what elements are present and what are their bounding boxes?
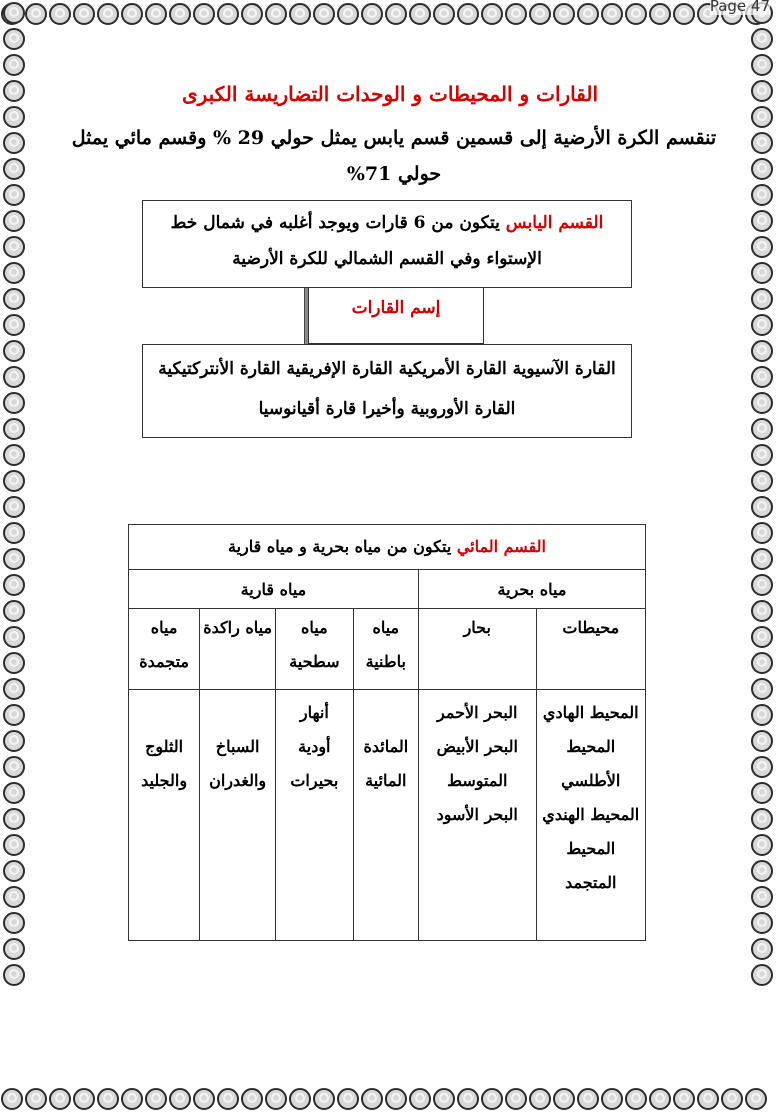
border-ring-icon (751, 80, 773, 102)
group-continental-water: مياه قارية (129, 570, 419, 609)
border-ring-icon (73, 3, 95, 25)
border-ring-icon (553, 1088, 575, 1110)
list-item: المائدة المائية (363, 737, 409, 790)
border-ring-icon (25, 3, 47, 25)
border-ring-icon (361, 3, 383, 25)
page-title: القارات و المحيطات و الوحدات التضاريسة الكبرى (181, 82, 599, 106)
border-ring-icon (3, 626, 25, 648)
border-ring-icon (3, 314, 25, 336)
border-ring-icon (751, 912, 773, 934)
border-ring-icon (751, 548, 773, 570)
border-ring-icon (3, 808, 25, 830)
list-item: السباخ (215, 737, 260, 756)
table-cell (536, 690, 645, 941)
border-ring-icon (577, 3, 599, 25)
border-ring-icon (751, 704, 773, 726)
border-ring-icon (49, 1088, 71, 1110)
list-item: أنهار (299, 703, 329, 722)
border-ring-icon (289, 1088, 311, 1110)
list-item: المحيط الهادي (542, 703, 639, 722)
table-cell (276, 690, 354, 941)
border-ring-icon (409, 1088, 431, 1110)
border-ring-icon (3, 236, 25, 258)
border-ring-icon (3, 288, 25, 310)
border-ring-icon (625, 3, 647, 25)
border-ring-icon (601, 3, 623, 25)
page-number: Page 47 (710, 0, 770, 15)
border-ring-icon (649, 1088, 671, 1110)
border-ring-icon (529, 1088, 551, 1110)
border-ring-icon (457, 3, 479, 25)
border-ring-icon (3, 782, 25, 804)
border-ring-icon (241, 1088, 263, 1110)
water-table (128, 524, 646, 941)
border-ring-icon (649, 3, 671, 25)
border-ring-icon (751, 496, 773, 518)
list-item: الثلوج (145, 737, 184, 756)
border-ring-icon (49, 3, 71, 25)
column-header: بحار (418, 609, 536, 690)
border-ring-icon (3, 522, 25, 544)
border-ring-icon (265, 1088, 287, 1110)
border-ring-icon (751, 314, 773, 336)
border-ring-icon (169, 3, 191, 25)
border-ring-icon (25, 1088, 47, 1110)
water-table-heading (129, 525, 646, 570)
border-ring-icon (3, 652, 25, 674)
border-ring-icon (337, 3, 359, 25)
list-item: والجليد (141, 771, 188, 790)
border-ring-icon (265, 3, 287, 25)
border-ring-icon (313, 3, 335, 25)
border-ring-icon (217, 3, 239, 25)
border-ring-icon (529, 3, 551, 25)
continents-list-box (142, 344, 632, 438)
border-ring-icon (673, 3, 695, 25)
border-ring-icon (3, 366, 25, 388)
border-ring-icon (3, 574, 25, 596)
border-ring-icon (3, 132, 25, 154)
border-ring-icon (3, 106, 25, 128)
border-ring-icon (751, 808, 773, 830)
border-ring-icon (241, 3, 263, 25)
border-ring-icon (3, 704, 25, 726)
border-ring-icon (433, 3, 455, 25)
border-ring-icon (751, 184, 773, 206)
border-ring-icon (121, 3, 143, 25)
border-ring-icon (3, 730, 25, 752)
table-cell (353, 690, 418, 941)
border-ring-icon (3, 184, 25, 206)
list-item: المحيط الهندي (542, 805, 640, 824)
border-ring-icon (193, 3, 215, 25)
border-ring-icon (337, 1088, 359, 1110)
border-ring-icon (751, 340, 773, 362)
intro-paragraph: تنقسم الكرة الأرضية إلى قسمين قسم يابس يمثل حولي 29 % وقسم مائي يمثل حولي 71% (71, 127, 717, 185)
border-ring-icon (3, 938, 25, 960)
border-ring-icon (3, 756, 25, 778)
border-ring-icon (751, 522, 773, 544)
border-ring-icon (751, 470, 773, 492)
border-ring-icon (751, 756, 773, 778)
list-item: البحر الأسود (436, 805, 518, 824)
border-ring-icon (751, 366, 773, 388)
decorative-border-right (749, 0, 775, 1117)
border-ring-icon (121, 1088, 143, 1110)
water-heading-text: يتكون من مياه بحرية و مياه قارية (228, 537, 457, 556)
border-ring-icon (3, 496, 25, 518)
border-ring-icon (3, 964, 25, 986)
border-ring-icon (3, 262, 25, 284)
border-ring-icon (751, 28, 773, 50)
border-ring-icon (313, 1088, 335, 1110)
border-ring-icon (97, 1088, 119, 1110)
column-header: محيطات (536, 609, 645, 690)
border-ring-icon (751, 938, 773, 960)
border-ring-icon (73, 1088, 95, 1110)
border-ring-icon (217, 1088, 239, 1110)
table-cell (129, 690, 200, 941)
dry-land-text: يتكون من 6 قارات ويوجد أغلبه في شمال خط الإستواء وفي القسم الشمالي للكرة الأرضية (170, 213, 542, 269)
border-ring-icon (751, 392, 773, 414)
border-ring-icon (625, 1088, 647, 1110)
list-item: البحر الأبيض المتوسط (436, 737, 518, 790)
border-ring-icon (673, 1088, 695, 1110)
border-ring-icon (3, 80, 25, 102)
border-ring-icon (3, 470, 25, 492)
decorative-border-bottom (0, 1087, 776, 1115)
group-sea-water: مياه بحرية (418, 570, 645, 609)
border-ring-icon (751, 132, 773, 154)
border-ring-icon (193, 1088, 215, 1110)
table-cell (418, 690, 536, 941)
border-ring-icon (433, 1088, 455, 1110)
border-ring-icon (751, 444, 773, 466)
border-ring-icon (3, 548, 25, 570)
border-ring-icon (751, 288, 773, 310)
decorative-border-left (1, 0, 27, 1117)
border-ring-icon (3, 340, 25, 362)
border-ring-icon (751, 158, 773, 180)
border-ring-icon (385, 1088, 407, 1110)
continents-text: القارة الآسيوية القارة الأمريكية القارة الإفريقية القارة الأنتركتيكية القارة الأوروبية وأخيرا قارة أقيانوسيا (158, 359, 616, 419)
list-item: والغدران (209, 771, 267, 790)
border-ring-icon (3, 834, 25, 856)
table-cell (200, 690, 276, 941)
border-ring-icon (751, 782, 773, 804)
border-ring-icon (505, 3, 527, 25)
border-ring-icon (457, 1088, 479, 1110)
list-item: البحر الأحمر (437, 703, 518, 722)
column-header: مياه راكدة (200, 609, 276, 690)
border-ring-icon (751, 54, 773, 76)
border-ring-icon (505, 1088, 527, 1110)
border-ring-icon (751, 418, 773, 440)
border-ring-icon (3, 28, 25, 50)
border-ring-icon (481, 3, 503, 25)
continents-label-box (308, 288, 484, 344)
border-ring-icon (3, 210, 25, 232)
border-ring-icon (361, 1088, 383, 1110)
border-ring-icon (409, 3, 431, 25)
border-ring-icon (751, 574, 773, 596)
border-ring-icon (3, 418, 25, 440)
border-ring-icon (385, 3, 407, 25)
border-ring-icon (3, 392, 25, 414)
border-ring-icon (3, 54, 25, 76)
decorative-border-top (0, 2, 776, 30)
continents-label: إسم القارات (351, 298, 441, 318)
border-ring-icon (751, 210, 773, 232)
border-ring-icon (751, 106, 773, 128)
border-ring-icon (751, 886, 773, 908)
border-ring-icon (169, 1088, 191, 1110)
border-ring-icon (145, 3, 167, 25)
list-item: بحيرات (290, 771, 339, 790)
border-ring-icon (601, 1088, 623, 1110)
border-ring-icon (97, 3, 119, 25)
border-ring-icon (751, 860, 773, 882)
border-ring-icon (751, 600, 773, 622)
border-ring-icon (751, 834, 773, 856)
border-ring-icon (3, 2, 25, 24)
list-item: المحيط المتجمد (565, 839, 617, 892)
border-ring-icon (3, 912, 25, 934)
border-ring-icon (577, 1088, 599, 1110)
border-ring-icon (751, 652, 773, 674)
column-header: مياه سطحية (276, 609, 354, 690)
border-ring-icon (751, 730, 773, 752)
list-item: المحيط الأطلسي (561, 737, 621, 790)
border-ring-icon (3, 600, 25, 622)
border-ring-icon (697, 1088, 719, 1110)
border-ring-icon (481, 1088, 503, 1110)
dry-land-heading: القسم اليابس (505, 213, 604, 233)
border-ring-icon (751, 964, 773, 986)
border-ring-icon (751, 236, 773, 258)
border-ring-icon (751, 678, 773, 700)
border-ring-icon (3, 886, 25, 908)
water-heading-label: القسم المائي (456, 537, 546, 556)
border-ring-icon (3, 444, 25, 466)
border-ring-icon (751, 626, 773, 648)
border-ring-icon (289, 3, 311, 25)
border-ring-icon (3, 860, 25, 882)
border-ring-icon (751, 262, 773, 284)
border-ring-icon (3, 158, 25, 180)
list-item: أودية (298, 737, 331, 756)
column-header: مياه باطنية (353, 609, 418, 690)
border-ring-icon (721, 1088, 743, 1110)
border-ring-icon (3, 678, 25, 700)
border-ring-icon (145, 1088, 167, 1110)
dry-land-box (142, 200, 632, 288)
column-header: مياه متجمدة (129, 609, 200, 690)
border-ring-icon (553, 3, 575, 25)
